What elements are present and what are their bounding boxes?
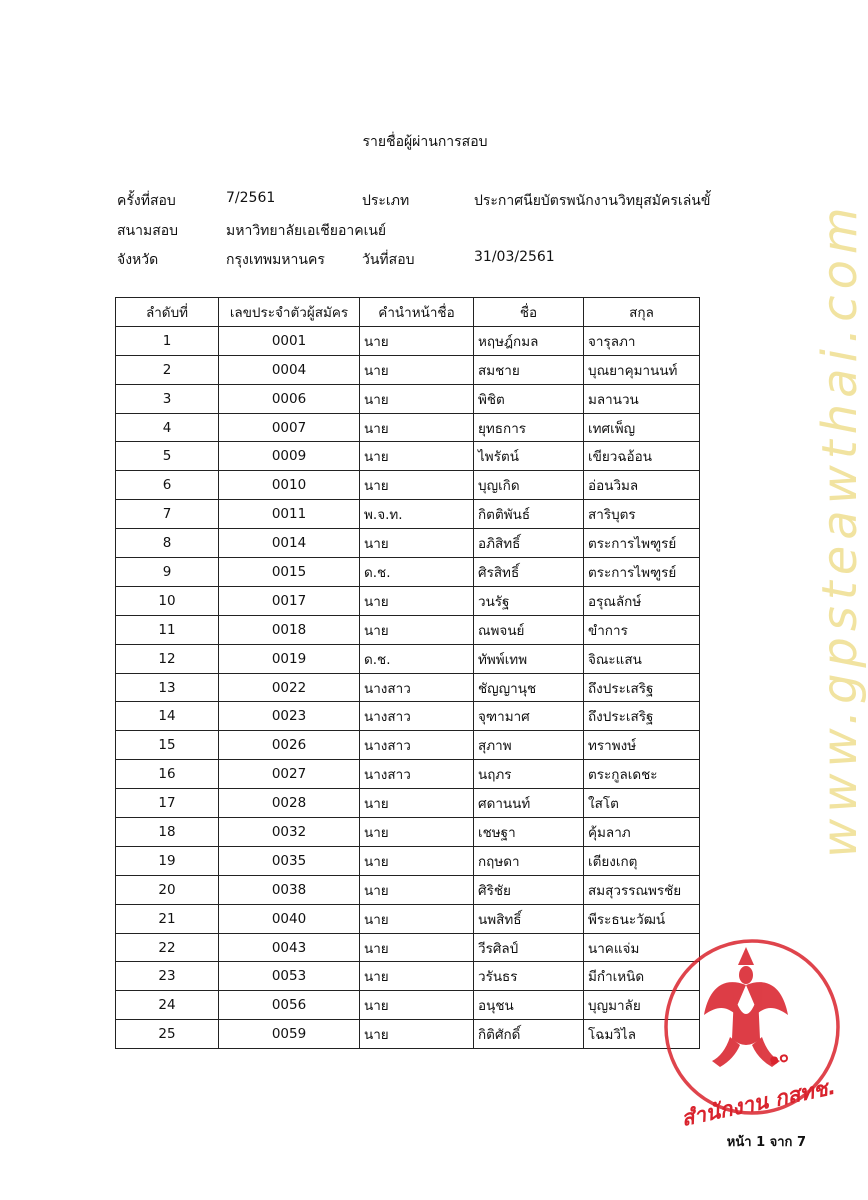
first-name-cell: ชัญญานุช bbox=[474, 673, 584, 702]
first-name-cell: ยุทธการ bbox=[474, 413, 584, 442]
exam-date-label: วันที่สอบ bbox=[362, 252, 415, 268]
sequence-cell: 24 bbox=[116, 991, 219, 1020]
table-row bbox=[116, 818, 700, 847]
table-row bbox=[116, 846, 700, 875]
header-sequence: ลำดับที่ bbox=[116, 298, 219, 327]
prefix-cell: พ.จ.ท. bbox=[360, 500, 474, 529]
exam-type-label: ประเภท bbox=[362, 193, 410, 209]
table-row bbox=[116, 962, 700, 991]
header-applicant-id: เลขประจำตัวผู้สมัคร bbox=[219, 298, 360, 327]
applicant-id-cell: 0010 bbox=[219, 471, 360, 500]
table-row bbox=[116, 413, 700, 442]
table-row bbox=[116, 442, 700, 471]
sequence-cell: 13 bbox=[116, 673, 219, 702]
last-name-cell: เขียวฉอ้อน bbox=[584, 442, 700, 471]
sequence-cell: 6 bbox=[116, 471, 219, 500]
sequence-cell: 3 bbox=[116, 384, 219, 413]
first-name-cell: กฤษดา bbox=[474, 846, 584, 875]
table-row bbox=[116, 1020, 700, 1049]
table-row bbox=[116, 586, 700, 615]
prefix-cell: นาย bbox=[360, 875, 474, 904]
applicant-id-cell: 0022 bbox=[219, 673, 360, 702]
table-row bbox=[116, 875, 700, 904]
last-name-cell: ใสโต bbox=[584, 789, 700, 818]
first-name-cell: นพสิทธิ์ bbox=[474, 904, 584, 933]
page-title: รายชื่อผู้ผ่านการสอบ bbox=[362, 134, 488, 150]
applicant-id-cell: 0006 bbox=[219, 384, 360, 413]
table-row bbox=[116, 558, 700, 587]
sequence-cell: 9 bbox=[116, 558, 219, 587]
table-row bbox=[116, 500, 700, 529]
prefix-cell: นาย bbox=[360, 471, 474, 500]
last-name-cell: บุญมาลัย bbox=[584, 991, 700, 1020]
prefix-cell: นาย bbox=[360, 991, 474, 1020]
last-name-cell: จิณะแสน bbox=[584, 644, 700, 673]
sequence-cell: 23 bbox=[116, 962, 219, 991]
sequence-cell: 11 bbox=[116, 615, 219, 644]
exam-round-label: ครั้งที่สอบ bbox=[117, 193, 176, 209]
applicant-id-cell: 0053 bbox=[219, 962, 360, 991]
province-value: กรุงเทพมหานคร bbox=[226, 252, 325, 268]
first-name-cell: สมชาย bbox=[474, 355, 584, 384]
prefix-cell: นางสาว bbox=[360, 731, 474, 760]
prefix-cell: นาย bbox=[360, 818, 474, 847]
prefix-cell: นาย bbox=[360, 586, 474, 615]
table-row bbox=[116, 991, 700, 1020]
applicant-id-cell: 0023 bbox=[219, 702, 360, 731]
province-label: จังหวัด bbox=[117, 252, 159, 268]
applicant-id-cell: 0026 bbox=[219, 731, 360, 760]
table-row bbox=[116, 933, 700, 962]
table-header-row bbox=[116, 298, 700, 327]
table-row bbox=[116, 355, 700, 384]
applicant-id-cell: 0035 bbox=[219, 846, 360, 875]
prefix-cell: นาย bbox=[360, 1020, 474, 1049]
applicant-id-cell: 0017 bbox=[219, 586, 360, 615]
applicant-id-cell: 0032 bbox=[219, 818, 360, 847]
applicant-id-cell: 0038 bbox=[219, 875, 360, 904]
prefix-cell: นางสาว bbox=[360, 760, 474, 789]
sequence-cell: 8 bbox=[116, 529, 219, 558]
website-watermark: www.gpsteawthai.com bbox=[812, 201, 868, 859]
sequence-cell: 18 bbox=[116, 818, 219, 847]
applicant-id-cell: 0059 bbox=[219, 1020, 360, 1049]
prefix-cell: นาย bbox=[360, 904, 474, 933]
applicant-id-cell: 0015 bbox=[219, 558, 360, 587]
table-row bbox=[116, 615, 700, 644]
last-name-cell: สาริบุตร bbox=[584, 500, 700, 529]
header-first-name: ชื่อ bbox=[474, 298, 584, 327]
prefix-cell: นาย bbox=[360, 962, 474, 991]
last-name-cell: มีกำเหนิด bbox=[584, 962, 700, 991]
sequence-cell: 4 bbox=[116, 413, 219, 442]
seal-text: สำนักงาน กสทช. bbox=[678, 1074, 838, 1131]
table-row bbox=[116, 529, 700, 558]
header-prefix: คำนำหน้าชื่อ bbox=[360, 298, 474, 327]
prefix-cell: ด.ช. bbox=[360, 644, 474, 673]
last-name-cell: ขำการ bbox=[584, 615, 700, 644]
last-name-cell: นาคแจ่ม bbox=[584, 933, 700, 962]
first-name-cell: ศิริชัย bbox=[474, 875, 584, 904]
sequence-cell: 21 bbox=[116, 904, 219, 933]
table-row bbox=[116, 644, 700, 673]
applicant-id-cell: 0011 bbox=[219, 500, 360, 529]
applicant-id-cell: 0001 bbox=[219, 326, 360, 355]
applicant-id-cell: 0040 bbox=[219, 904, 360, 933]
first-name-cell: หฤษฎ์กมล bbox=[474, 326, 584, 355]
page-number: หน้า 1 จาก 7 bbox=[726, 1135, 806, 1150]
applicant-id-cell: 0028 bbox=[219, 789, 360, 818]
first-name-cell: อภิสิทธิ์ bbox=[474, 529, 584, 558]
table-row bbox=[116, 384, 700, 413]
first-name-cell: สุภาพ bbox=[474, 731, 584, 760]
sequence-cell: 15 bbox=[116, 731, 219, 760]
first-name-cell: กิตติพันธ์ bbox=[474, 500, 584, 529]
last-name-cell: ถึงประเสริฐ bbox=[584, 702, 700, 731]
last-name-cell: เตียงเกตุ bbox=[584, 846, 700, 875]
sequence-cell: 17 bbox=[116, 789, 219, 818]
last-name-cell: ตระกูลเดชะ bbox=[584, 760, 700, 789]
applicant-id-cell: 0027 bbox=[219, 760, 360, 789]
first-name-cell: ศดานนท์ bbox=[474, 789, 584, 818]
first-name-cell: วรันธร bbox=[474, 962, 584, 991]
sequence-cell: 14 bbox=[116, 702, 219, 731]
header-last-name: สกุล bbox=[584, 298, 700, 327]
last-name-cell: จารุลภา bbox=[584, 326, 700, 355]
prefix-cell: นาย bbox=[360, 384, 474, 413]
sequence-cell: 22 bbox=[116, 933, 219, 962]
official-seal-stamp bbox=[660, 935, 845, 1131]
first-name-cell: เชษฐา bbox=[474, 818, 584, 847]
prefix-cell: นาย bbox=[360, 529, 474, 558]
svg-text:๑๐: ๑๐ bbox=[766, 1046, 791, 1069]
prefix-cell: นางสาว bbox=[360, 673, 474, 702]
last-name-cell: สมสุวรรณพรชัย bbox=[584, 875, 700, 904]
last-name-cell: พีระธนะวัฒน์ bbox=[584, 904, 700, 933]
last-name-cell: มลานวน bbox=[584, 384, 700, 413]
last-name-cell: ตระการไพฑูรย์ bbox=[584, 529, 700, 558]
sequence-cell: 1 bbox=[116, 326, 219, 355]
table-row bbox=[116, 904, 700, 933]
applicant-id-cell: 0007 bbox=[219, 413, 360, 442]
table-row bbox=[116, 789, 700, 818]
applicant-id-cell: 0056 bbox=[219, 991, 360, 1020]
applicant-id-cell: 0018 bbox=[219, 615, 360, 644]
sequence-cell: 20 bbox=[116, 875, 219, 904]
sequence-cell: 7 bbox=[116, 500, 219, 529]
sequence-cell: 12 bbox=[116, 644, 219, 673]
exam-venue-value: มหาวิทยาลัยเอเชียอาคเนย์ bbox=[226, 223, 387, 239]
table-row bbox=[116, 326, 700, 355]
last-name-cell: โฉมวิไล bbox=[584, 1020, 700, 1049]
first-name-cell: นฤภร bbox=[474, 760, 584, 789]
prefix-cell: นางสาว bbox=[360, 702, 474, 731]
exam-type-value: ประกาศนียบัตรพนักงานวิทยุสมัครเล่นขั้ bbox=[474, 193, 711, 209]
first-name-cell: วนรัฐ bbox=[474, 586, 584, 615]
sequence-cell: 25 bbox=[116, 1020, 219, 1049]
sequence-cell: 19 bbox=[116, 846, 219, 875]
prefix-cell: ด.ช. bbox=[360, 558, 474, 587]
first-name-cell: ณพจนย์ bbox=[474, 615, 584, 644]
applicant-id-cell: 0014 bbox=[219, 529, 360, 558]
passed-candidates-table bbox=[115, 297, 700, 1049]
first-name-cell: ไพรัตน์ bbox=[474, 442, 584, 471]
applicant-id-cell: 0019 bbox=[219, 644, 360, 673]
last-name-cell: เทศเพ็ญ bbox=[584, 413, 700, 442]
prefix-cell: นาย bbox=[360, 326, 474, 355]
sequence-cell: 10 bbox=[116, 586, 219, 615]
prefix-cell: นาย bbox=[360, 413, 474, 442]
last-name-cell: คุ้มลาภ bbox=[584, 818, 700, 847]
table-row bbox=[116, 731, 700, 760]
last-name-cell: อรุณลักษ์ bbox=[584, 586, 700, 615]
sequence-cell: 16 bbox=[116, 760, 219, 789]
sequence-cell: 5 bbox=[116, 442, 219, 471]
exam-round-value: 7/2561 bbox=[226, 190, 276, 206]
prefix-cell: นาย bbox=[360, 933, 474, 962]
prefix-cell: นาย bbox=[360, 615, 474, 644]
prefix-cell: นาย bbox=[360, 789, 474, 818]
table-row bbox=[116, 471, 700, 500]
first-name-cell: วีรศิลป์ bbox=[474, 933, 584, 962]
last-name-cell: บุณยาคุมานนท์ bbox=[584, 355, 700, 384]
table-row bbox=[116, 673, 700, 702]
table-row bbox=[116, 702, 700, 731]
sequence-cell: 2 bbox=[116, 355, 219, 384]
applicant-id-cell: 0004 bbox=[219, 355, 360, 384]
prefix-cell: นาย bbox=[360, 846, 474, 875]
prefix-cell: นาย bbox=[360, 442, 474, 471]
table-row bbox=[116, 760, 700, 789]
last-name-cell: ถึงประเสริฐ bbox=[584, 673, 700, 702]
first-name-cell: บุญเกิด bbox=[474, 471, 584, 500]
exam-venue-label: สนามสอบ bbox=[117, 223, 179, 239]
last-name-cell: อ่อนวิมล bbox=[584, 471, 700, 500]
first-name-cell: พิชิต bbox=[474, 384, 584, 413]
last-name-cell: ทราพงษ์ bbox=[584, 731, 700, 760]
first-name-cell: อนุชน bbox=[474, 991, 584, 1020]
first-name-cell: กิติศักดิ์ bbox=[474, 1020, 584, 1049]
first-name-cell: ทัพพ์เทพ bbox=[474, 644, 584, 673]
first-name-cell: จุฑามาศ bbox=[474, 702, 584, 731]
last-name-cell: ตระการไพฑูรย์ bbox=[584, 558, 700, 587]
applicant-id-cell: 0009 bbox=[219, 442, 360, 471]
first-name-cell: ศิรสิทธิ์ bbox=[474, 558, 584, 587]
exam-date-value: 31/03/2561 bbox=[474, 249, 555, 265]
applicant-id-cell: 0043 bbox=[219, 933, 360, 962]
prefix-cell: นาย bbox=[360, 355, 474, 384]
